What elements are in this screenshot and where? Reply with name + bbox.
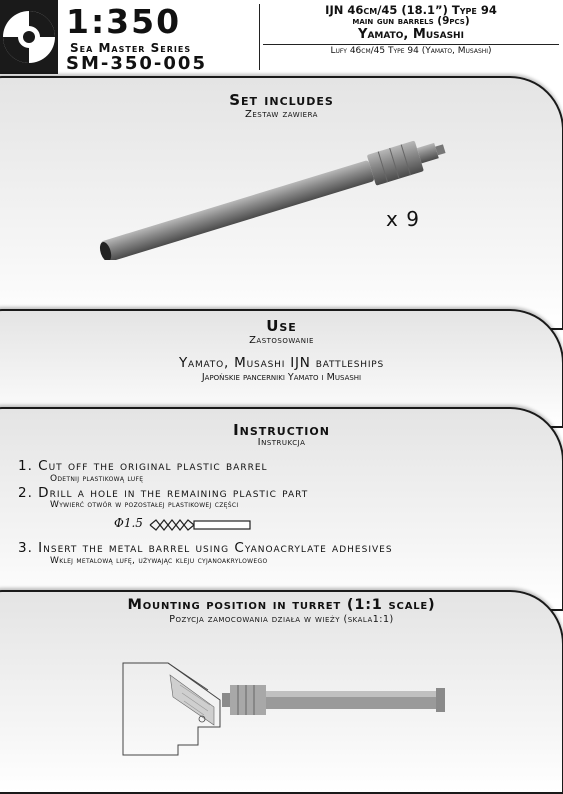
step-2: 2. Drill a hole in the remaining plastic part	[18, 485, 309, 501]
step-2-polish: Wywierć otwór w pozostałej plastikowej części	[50, 500, 239, 510]
step-1: 1. Cut off the original plastic barrel	[18, 458, 268, 474]
use-title: Use	[266, 317, 297, 335]
header	[0, 0, 563, 74]
drill-size-label: Φ1.5	[114, 516, 143, 530]
scale-title: 1:350	[66, 2, 182, 41]
header-divider	[259, 4, 260, 70]
step-3: 3. Insert the metal barrel using Cyanoacrylate adhesives	[18, 540, 393, 556]
title-line-3: Yamato, Musashi	[358, 27, 464, 42]
quantity-label: x 9	[386, 207, 420, 231]
mounting-subtitle: Pozycja zamocowania działa w wieży (skala1:1)	[169, 614, 394, 625]
product-description	[262, 4, 560, 57]
title-line-2: main gun barrels (9pcs)	[352, 15, 470, 27]
instruction-subtitle: Instrukcja	[257, 437, 306, 448]
use-text-polish: Japońskie pancerniki Yamato i Musashi	[201, 372, 362, 383]
title-rule	[263, 44, 559, 45]
step-3-polish: Wklej metalową lufę, używając kleju cyjanoakrylowego	[50, 556, 268, 566]
title-polish: Lufy 46cm/45 Type 94 (Yamato, Musashi)	[330, 46, 492, 56]
drill-bit-icon	[148, 518, 252, 532]
set-includes-subtitle: Zestaw zawiera	[245, 109, 318, 120]
step-1-polish: Odetnij plastikową lufę	[50, 474, 144, 484]
product-code: SM-350-005	[66, 53, 207, 74]
set-includes-title: Set includes	[229, 91, 334, 109]
sea-master-logo-icon	[0, 0, 58, 74]
mounting-title: Mounting position in turret (1:1 scale)	[127, 597, 436, 613]
turret-mounting-diagram	[118, 645, 448, 760]
use-subtitle: Zastosowanie	[249, 335, 314, 346]
instruction-title: Instruction	[233, 421, 330, 439]
use-text: Yamato, Musashi IJN battleships	[178, 355, 385, 371]
title-line-1: IJN 46cm/45 (18.1”) Type 94	[325, 3, 497, 17]
gun-barrel-image	[88, 140, 468, 260]
series-name: Sea Master Series	[70, 41, 192, 55]
